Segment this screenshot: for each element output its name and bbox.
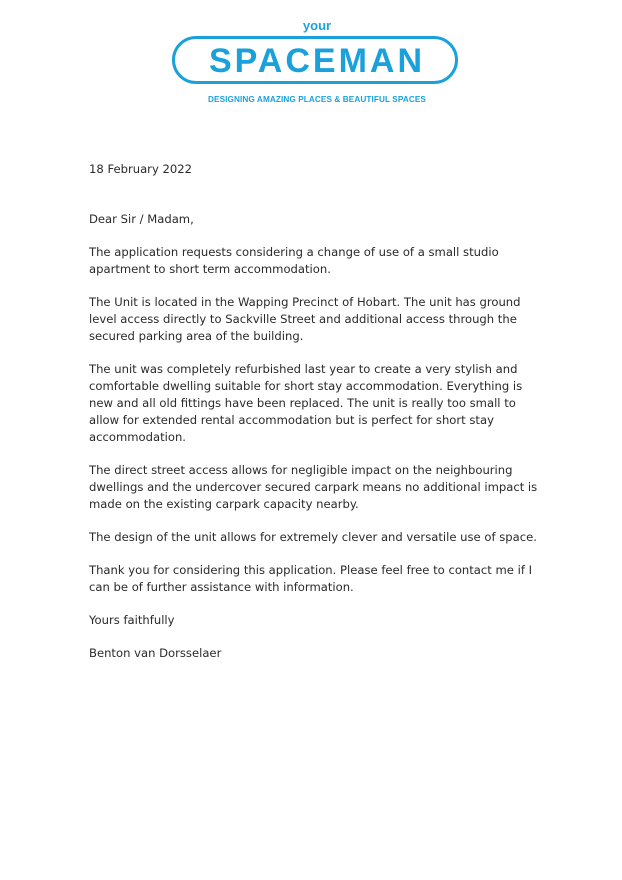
letter-signature: Benton van Dorsselaer <box>89 646 222 660</box>
logo-small-text: your <box>172 18 462 34</box>
letter-paragraph: Thank you for considering this application. Please feel free to contact me if I can be of further assistance with information. <box>89 563 533 594</box>
company-logo <box>172 18 462 110</box>
letter-paragraph: The Unit is located in the Wapping Precinct of Hobart. The unit has ground level access directly to Sackville Street and additional access through the secured parking area of the building. <box>89 295 521 343</box>
letter-body <box>89 161 539 678</box>
letter-salutation: Dear Sir / Madam, <box>89 212 194 226</box>
letter-paragraph: The unit was completely refurbished last year to create a very stylish and comfortable dwelling suitable for short stay accommodation. Everything is new and all old fittings have been replaced. The unit is really too small to allow for extended rental accommodation but is perfect for short stay accommodation. <box>89 362 523 444</box>
letter-paragraph: The application requests considering a change of use of a small studio apartment to short term accommodation. <box>89 245 499 276</box>
letter-paragraph: The design of the unit allows for extremely clever and versatile use of space. <box>89 530 537 544</box>
logo-main-text: SPACEMAN <box>208 42 426 80</box>
logo-tagline: DESIGNING AMAZING PLACES & BEAUTIFUL SPACES <box>208 95 426 104</box>
letter-date: 18 February 2022 <box>89 162 193 176</box>
letter-closing: Yours faithfully <box>89 613 175 627</box>
letter-paragraph: The direct street access allows for negligible impact on the neighbouring dwellings and the undercover secured carpark means no additional impact is made on the existing carpark capacity nearby. <box>89 463 538 511</box>
